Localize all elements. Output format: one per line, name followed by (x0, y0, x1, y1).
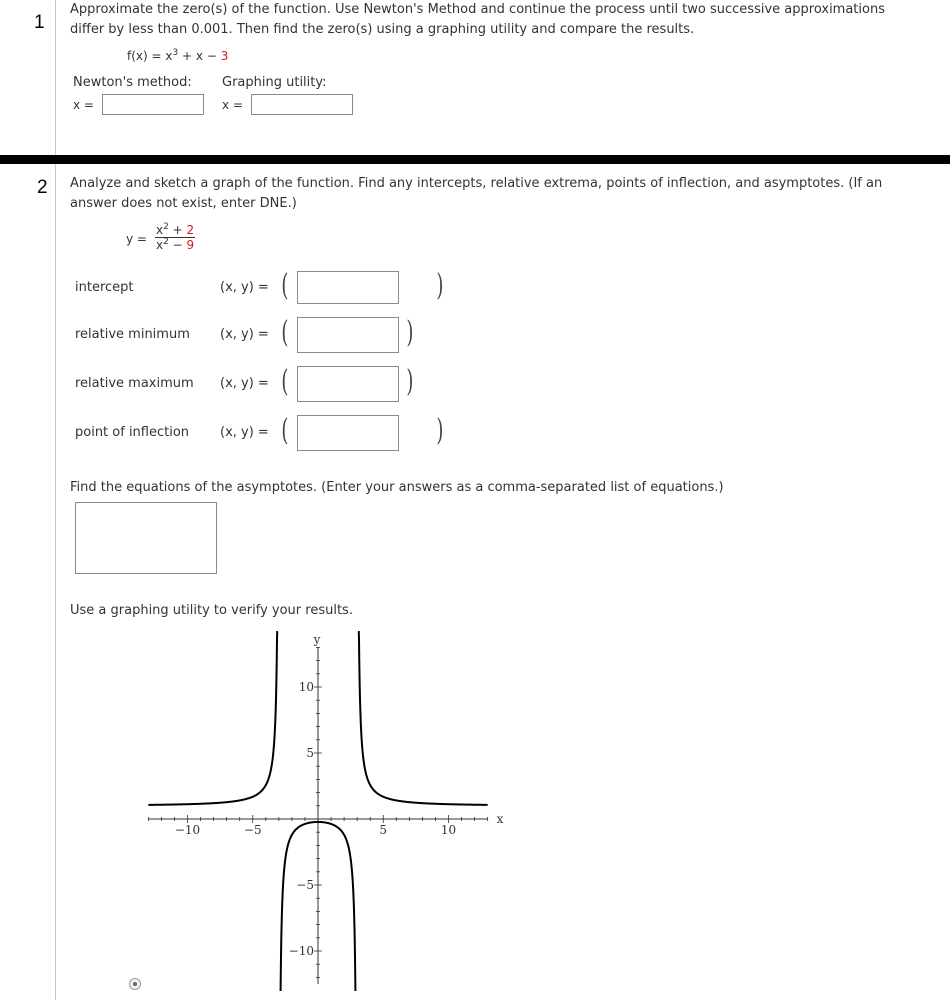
asymptotes-prompt: Find the equations of the asymptotes. (Enter your answers as a comma-separated list of equations.) (70, 480, 724, 495)
relative-minimum-close-paren: ) (406, 315, 414, 350)
x-tick-label: −5 (243, 823, 262, 837)
q2-denominator: $x^2 - 9$ (156, 237, 195, 252)
intercept-open-paren: ( (281, 268, 289, 303)
q1-prompt-line-2: differ by less than 0.001. Then find the zero(s) using a graphing utility and compare the results. (70, 22, 695, 37)
inflection-open-paren: ( (281, 413, 289, 448)
relative-minimum-label: relative minimum (75, 327, 190, 342)
q1-function-exp: 3 (172, 48, 179, 58)
question-number-1: 1 (34, 12, 45, 33)
q2-y-equals: y = (126, 232, 147, 246)
y-axis-label: y (313, 632, 321, 647)
curve-right-branch (358, 632, 488, 805)
newton-method-label: Newton's method: (73, 75, 192, 90)
intercept-close-paren: ) (436, 268, 444, 303)
relative-maximum-open-paren: ( (281, 364, 289, 399)
verify-prompt: Use a graphing utility to verify your results. (70, 603, 353, 618)
y-tick-label: −5 (296, 878, 314, 892)
relative-maximum-xy-label: (x, y) = (220, 376, 269, 391)
x-tick-label: 5 (379, 823, 388, 837)
q1-function-lhs: f(x) = x (127, 49, 173, 63)
y-tick-label: 5 (306, 746, 314, 760)
y-tick-label: 10 (298, 680, 314, 694)
intercept-xy-label: (x, y) = (220, 280, 269, 295)
q1-function-const: 3 (220, 49, 229, 63)
x-tick-label: −10 (174, 823, 201, 837)
q2-prompt-line-2: answer does not exist, enter DNE.) (70, 196, 297, 211)
newton-x-label: x = (73, 98, 94, 112)
inflection-label: point of inflection (75, 425, 190, 440)
inflection-xy-label: (x, y) = (220, 425, 269, 440)
q2-numerator: $x^2 + 2$ (156, 222, 195, 237)
question-number-2: 2 (37, 177, 48, 198)
q1-prompt-line-1: Approximate the zero(s) of the function. Use Newton's Method and continue the process until two successive approximations (70, 2, 885, 17)
intercept-label: intercept (75, 280, 134, 295)
relative-minimum-open-paren: ( (281, 315, 289, 350)
x-axis-label: x (496, 812, 504, 826)
graphing-utility-label: Graphing utility: (222, 75, 327, 90)
graph-radio-button[interactable] (129, 978, 141, 990)
relative-maximum-label: relative maximum (75, 376, 194, 391)
y-tick-label: −10 (288, 944, 314, 958)
q1-function-mid: + x − (178, 49, 221, 63)
relative-maximum-close-paren: ) (406, 364, 414, 399)
graphing-x-label: x = (222, 98, 243, 112)
q2-prompt-line-1: Analyze and sketch a graph of the function. Find any intercepts, relative extrema, points of inflection, and asymptotes. (If an (70, 176, 883, 191)
relative-minimum-xy-label: (x, y) = (220, 327, 269, 342)
x-tick-label: 10 (440, 823, 457, 837)
inflection-close-paren: ) (436, 413, 444, 448)
curve-left-branch (148, 632, 278, 805)
